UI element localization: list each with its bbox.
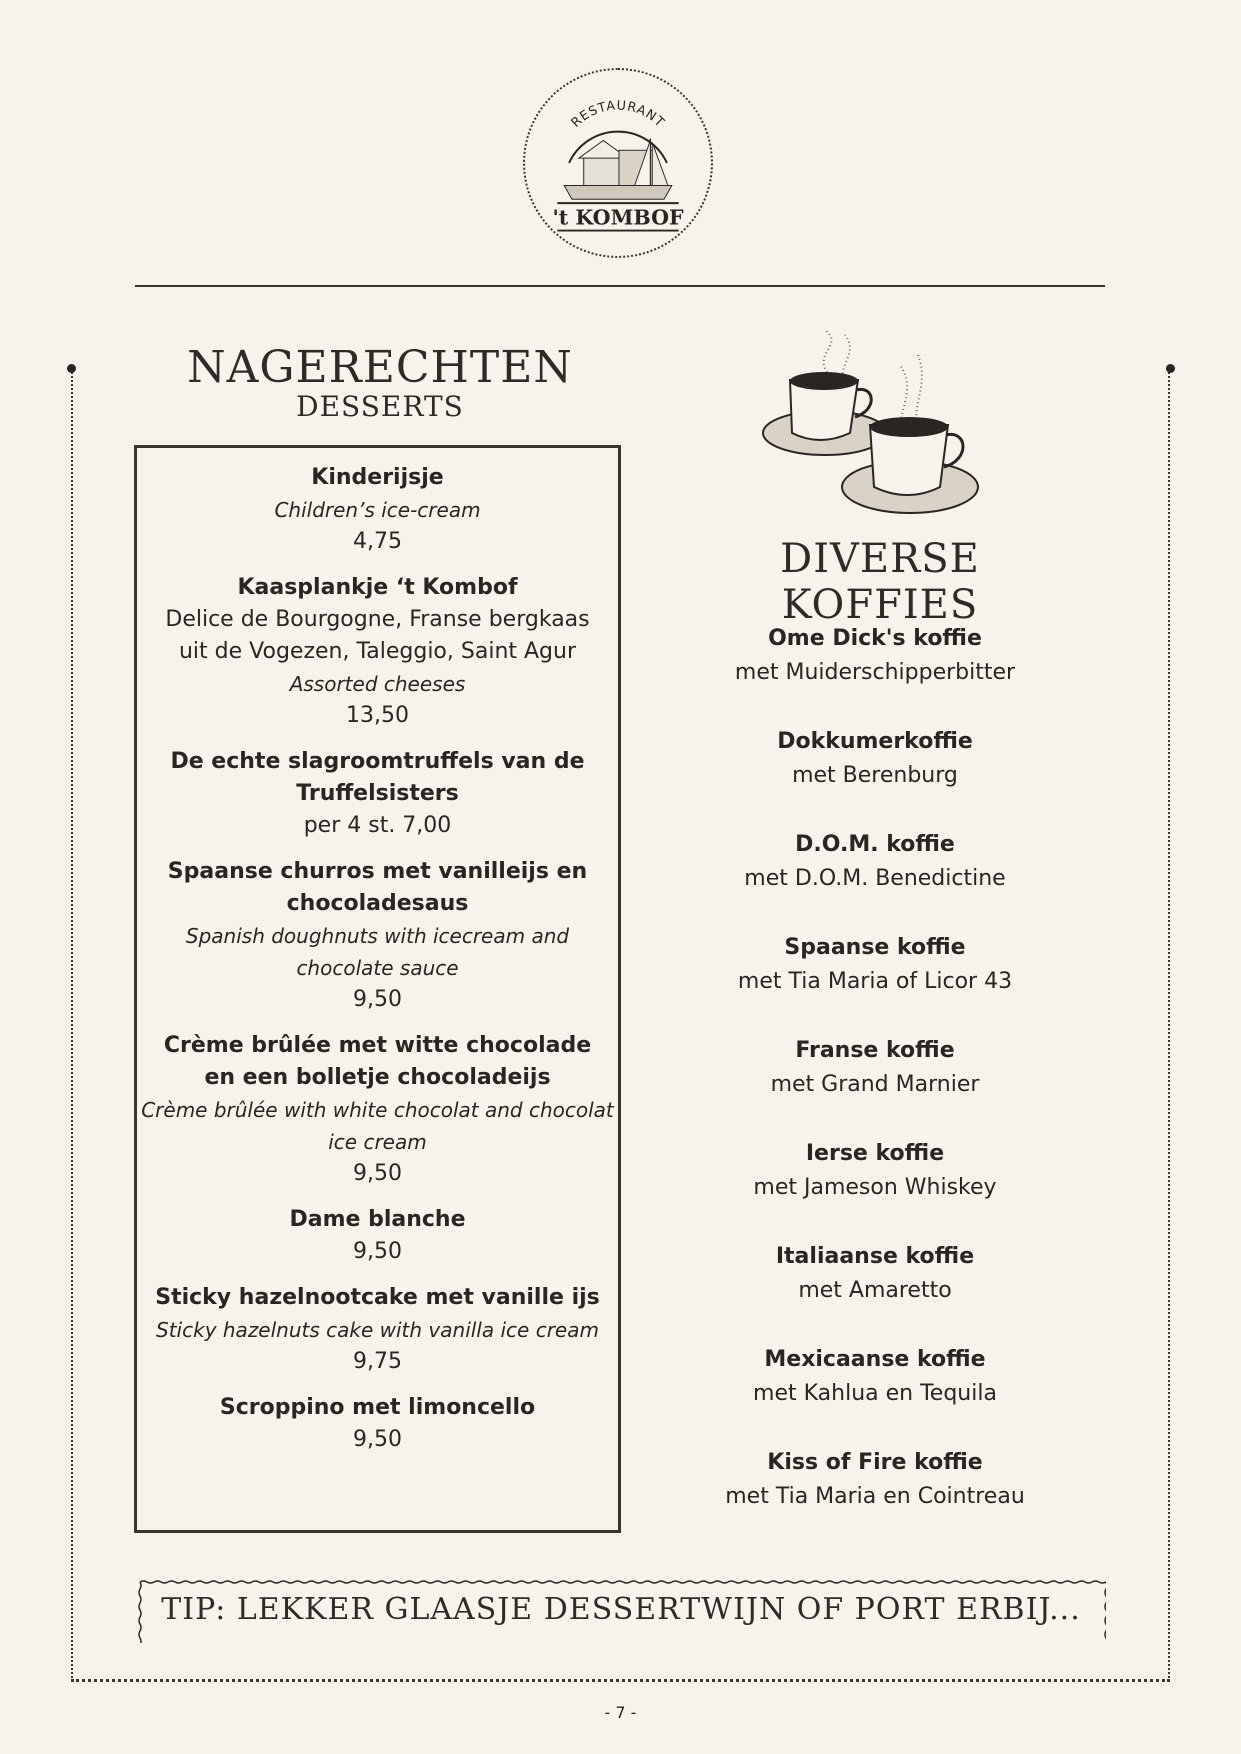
coffee-description: met Kahlua en Tequila <box>753 1381 997 1406</box>
logo-name: 't KOMBOF <box>552 205 684 230</box>
coffee-item <box>690 931 1060 1034</box>
dessert-english: Assorted cheeses <box>289 672 466 696</box>
frame-dot-right <box>1166 364 1175 373</box>
coffee-item <box>690 1343 1060 1446</box>
coffee-item <box>690 1240 1060 1343</box>
dessert-item <box>137 1282 618 1378</box>
desserts-title: NAGERECHTEN <box>187 342 573 393</box>
page-number: - 7 - <box>604 1703 637 1722</box>
dessert-price: 13,50 <box>346 703 409 728</box>
coffee-cups-illustration <box>750 325 1000 530</box>
coffee-name: Mexicaanse koffie <box>764 1347 986 1372</box>
dessert-price: 9,75 <box>353 1349 402 1374</box>
dessert-name: Crème brûlée met witte chocolade en een bolletje chocoladeijs <box>163 1033 592 1090</box>
coffee-name: Dokkumerkoffie <box>777 729 973 754</box>
coffee-description: met D.O.M. Benedictine <box>744 866 1006 891</box>
koffies-title: DIVERSE KOFFIES <box>780 536 980 628</box>
dessert-price: 9,50 <box>353 1427 402 1452</box>
dessert-name: De echte slagroomtruffels van de Truffelsisters <box>170 749 585 806</box>
coffee-item <box>690 1137 1060 1240</box>
dessert-name: Kaasplankje ‘t Kombof <box>237 575 518 600</box>
koffies-list <box>690 622 1060 1549</box>
coffee-item <box>690 828 1060 931</box>
dessert-item <box>137 856 618 1016</box>
coffee-item <box>690 1446 1060 1549</box>
coffee-name: Spaanse koffie <box>784 935 966 960</box>
dessert-english: Sticky hazelnuts cake with vanilla ice cream <box>156 1318 599 1342</box>
frame-dot-left <box>67 364 76 373</box>
coffee-name: Kiss of Fire koffie <box>767 1450 983 1475</box>
dessert-item <box>137 746 618 842</box>
tip-banner <box>136 1578 1106 1643</box>
coffee-item <box>690 725 1060 828</box>
dessert-item <box>137 1392 618 1456</box>
coffee-description: met Amaretto <box>798 1278 952 1303</box>
restaurant-logo <box>523 68 713 258</box>
dessert-english: Children’s ice-cream <box>274 498 481 522</box>
coffee-description: met Grand Marnier <box>770 1072 980 1097</box>
coffee-description: met Berenburg <box>792 763 958 788</box>
dessert-item <box>137 1204 618 1268</box>
dessert-price: 4,75 <box>353 529 402 554</box>
dessert-english: Spanish doughnuts with icecream and chocolate sauce <box>185 924 570 980</box>
dessert-name: Scroppino met limoncello <box>219 1395 536 1420</box>
logo-top-text: RESTAURANT <box>567 97 669 131</box>
coffee-item <box>690 1034 1060 1137</box>
coffee-name: Ome Dick's koffie <box>768 626 982 651</box>
dessert-price: per 4 st. 7,00 <box>303 813 452 838</box>
dessert-english: Crème brûlée with white chocolat and chocolat ice cream <box>141 1098 614 1154</box>
dessert-description: Delice de Bourgogne, Franse bergkaas uit de Vogezen, Taleggio, Saint Agur <box>165 607 590 664</box>
dessert-item <box>137 462 618 558</box>
coffee-name: Ierse koffie <box>805 1141 945 1166</box>
dessert-item <box>137 572 618 732</box>
dessert-price: 9,50 <box>353 1161 402 1186</box>
coffee-description: met Tia Maria of Licor 43 <box>737 969 1013 994</box>
coffee-item <box>690 622 1060 725</box>
dessert-name: Spaanse churros met vanilleijs en chocoladesaus <box>167 859 588 916</box>
dessert-name: Kinderijsje <box>311 465 444 490</box>
dessert-price: 9,50 <box>353 1239 402 1264</box>
desserts-subtitle: DESSERTS <box>296 390 464 423</box>
dessert-item <box>137 1030 618 1190</box>
coffee-description: met Jameson Whiskey <box>753 1175 997 1200</box>
coffee-description: met Tia Maria en Cointreau <box>725 1484 1025 1509</box>
tip-text: TIP: LEKKER GLAASJE DESSERTWIJN OF PORT ERBIJ... <box>161 1592 1081 1627</box>
svg-text:RESTAURANT <box>568 97 668 130</box>
coffee-name: Italiaanse koffie <box>775 1244 975 1269</box>
dessert-price: 9,50 <box>353 987 402 1012</box>
coffee-name: D.O.M. koffie <box>795 832 955 857</box>
header-divider <box>135 285 1105 287</box>
dessert-name: Dame blanche <box>289 1207 466 1232</box>
coffee-description: met Muiderschipperbitter <box>734 660 1016 685</box>
coffee-name: Franse koffie <box>795 1038 955 1063</box>
desserts-box <box>134 445 621 1533</box>
dessert-name: Sticky hazelnootcake met vanille ijs <box>155 1285 600 1310</box>
